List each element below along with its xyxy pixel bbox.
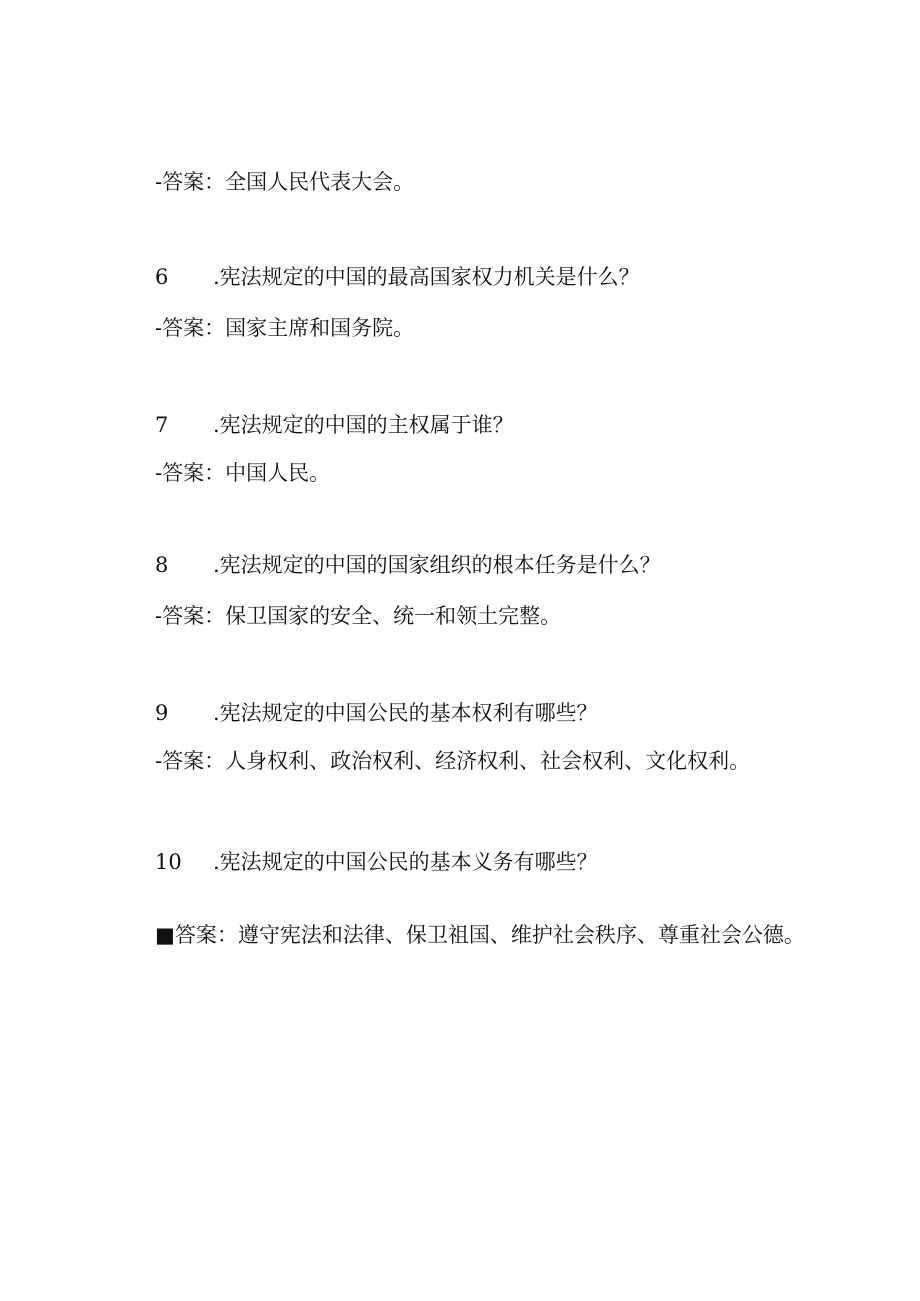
question-number: 7: [155, 413, 169, 437]
question-number: 8: [155, 553, 169, 577]
question-text: .宪法规定的中国的最高国家权力机关是什么？: [213, 265, 640, 289]
question-number: 9: [155, 701, 169, 725]
question-number: 10: [155, 850, 182, 874]
question-number: 6: [155, 265, 169, 289]
question-line-8: [155, 551, 661, 579]
answer-line-6: -答案：国家主席和国务院。: [155, 316, 415, 340]
question-line-9: [155, 699, 598, 727]
question-text: .宪法规定的中国的主权属于谁？: [213, 413, 514, 437]
question-line-6: [155, 263, 640, 291]
question-line-10: [155, 848, 598, 876]
question-text: .宪法规定的中国公民的基本权利有哪些？: [213, 701, 598, 725]
question-line-7: [155, 411, 514, 439]
answer-line-5: -答案：全国人民代表大会。: [155, 170, 415, 194]
answer-line-8: -答案：保卫国家的安全、统一和领土完整。: [155, 604, 562, 628]
question-text: .宪法规定的中国公民的基本义务有哪些？: [213, 850, 598, 874]
answer-line-9: -答案：人身权利、政治权利、经济权利、社会权利、文化权利。: [155, 749, 751, 773]
question-text: .宪法规定的中国的国家组织的根本任务是什么？: [213, 553, 661, 577]
answer-line-7: -答案：中国人民。: [155, 461, 331, 485]
answer-line-10: ■答案：遵守宪法和法律、保卫祖国、维护社会秩序、尊重社会公德。: [155, 923, 805, 947]
